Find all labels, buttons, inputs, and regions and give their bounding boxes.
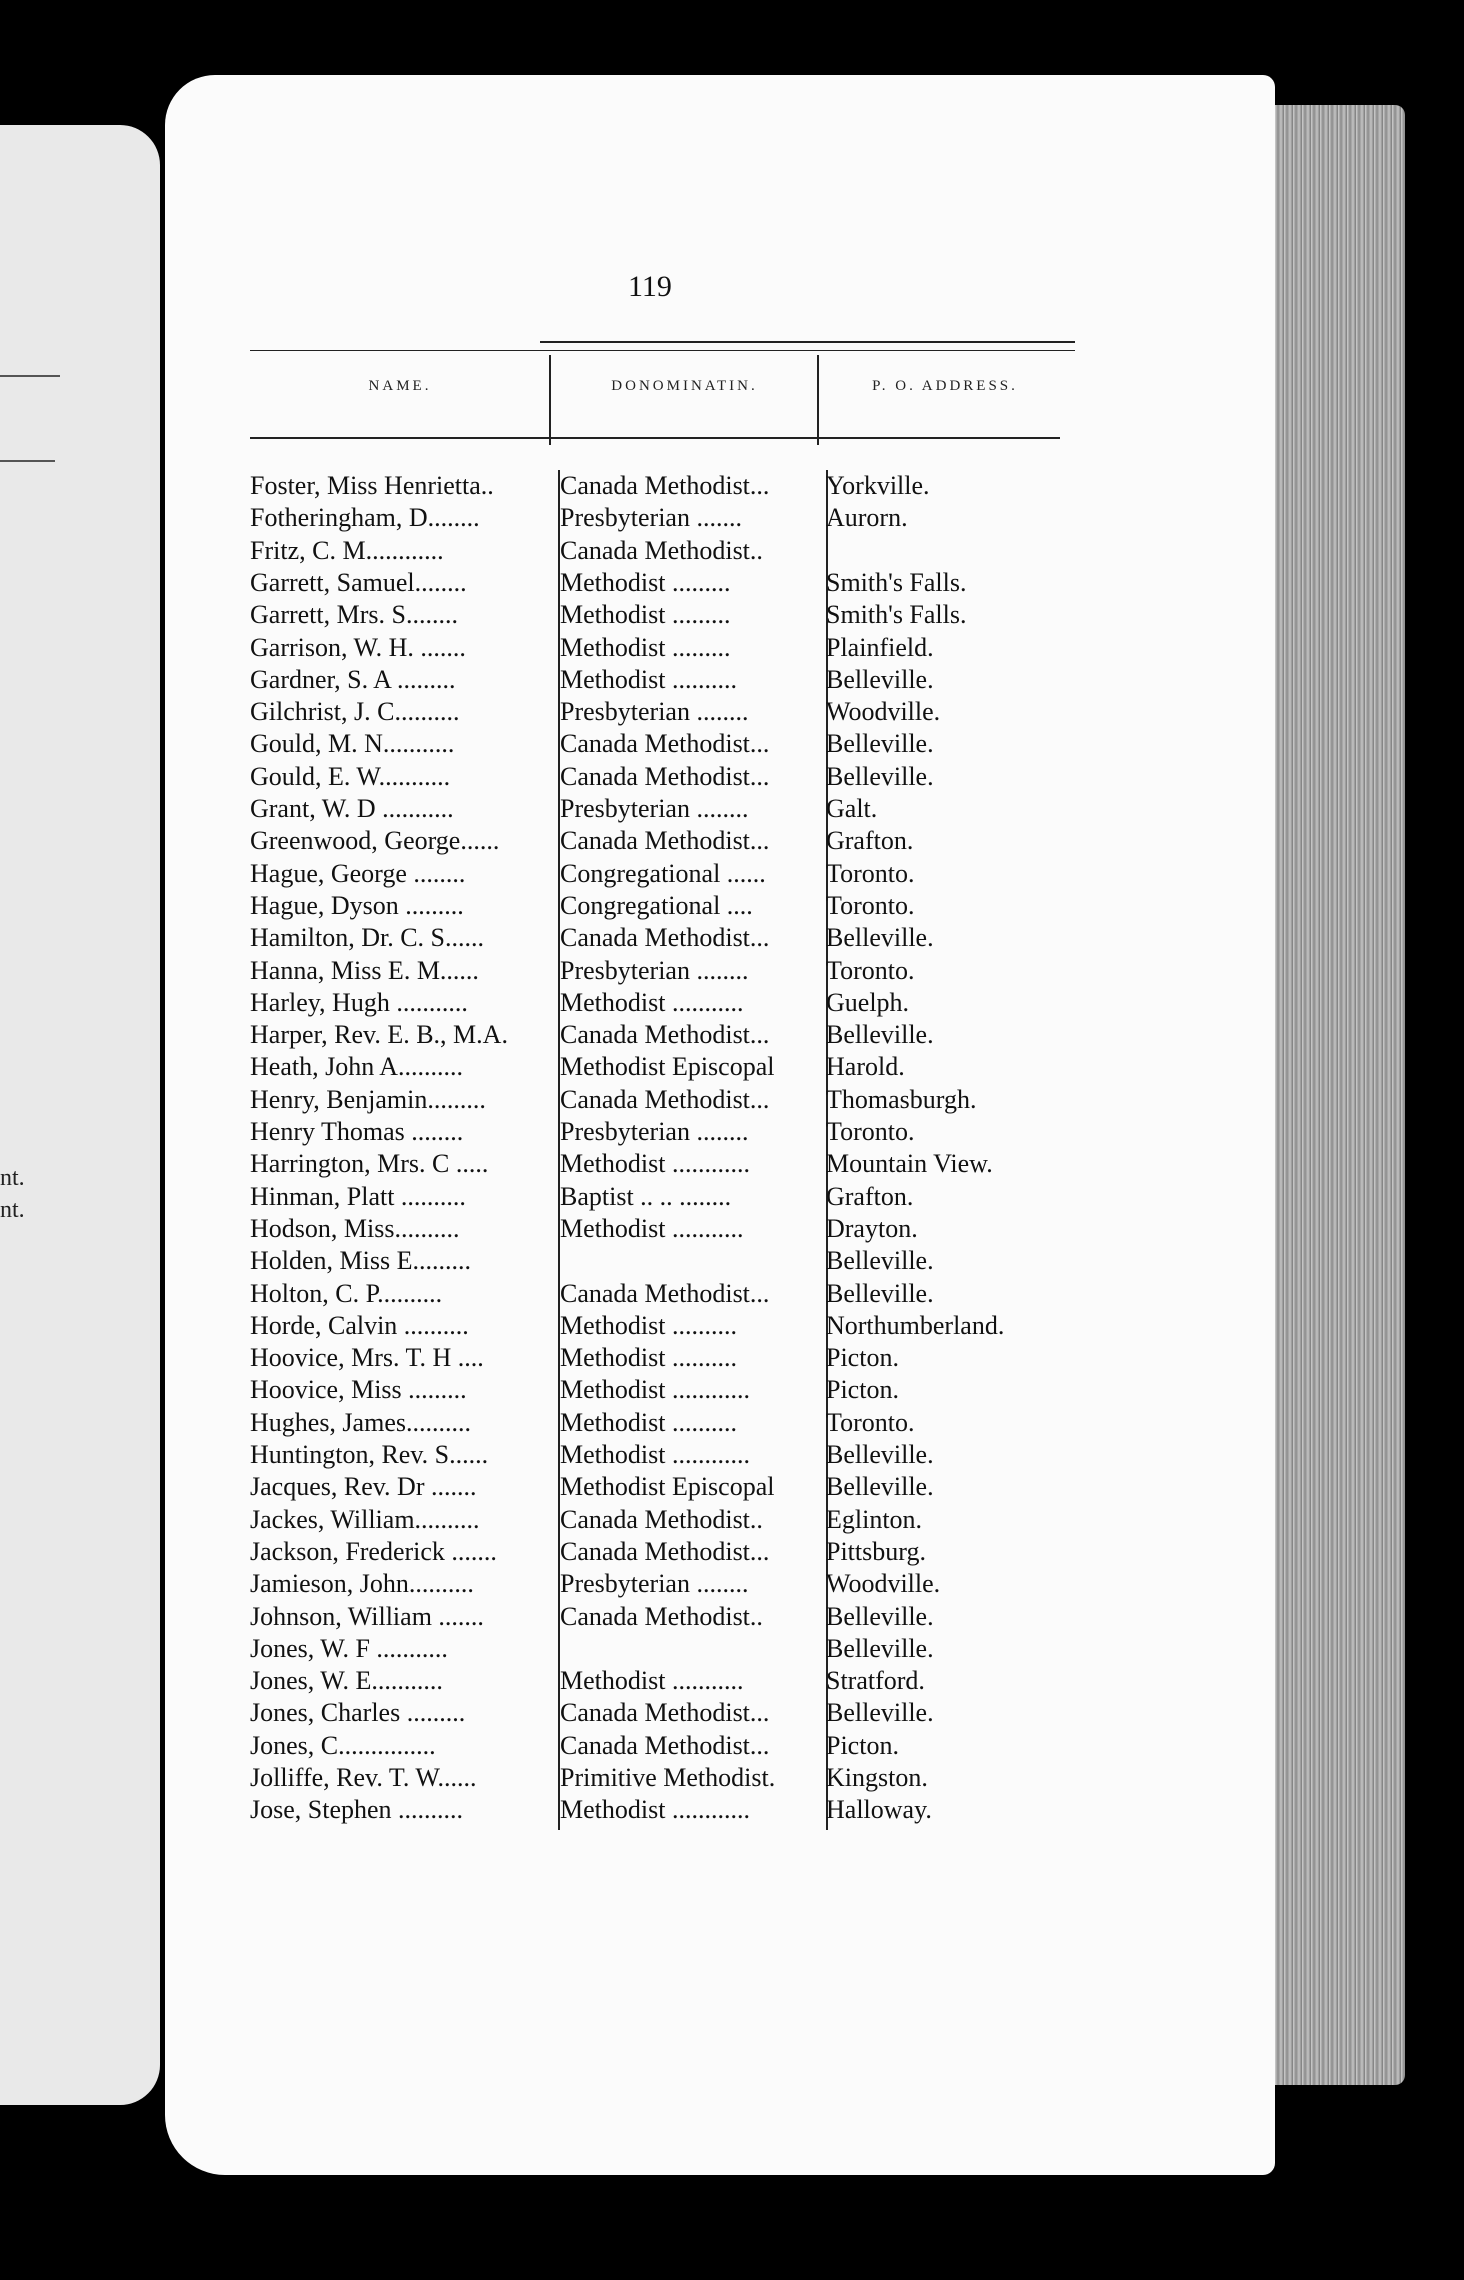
column-divider-header-1 [549, 355, 551, 445]
denomination-cell: Canada Methodist... [560, 826, 770, 856]
denomination-cell: Congregational .... [560, 890, 753, 920]
name-cell: Hinman, Platt .......... [250, 1181, 466, 1211]
denomination-cell: Canada Methodist... [560, 1020, 770, 1050]
table-row [250, 1213, 1130, 1245]
column-header-denomination: DONOMINATIN. [611, 378, 758, 394]
denomination-cell: Canada Methodist.. [560, 535, 763, 565]
table-row [250, 1116, 1130, 1148]
table-row [250, 1794, 1130, 1826]
denomination-cell: Methodist ............ [560, 1795, 750, 1825]
address-cell: Grafton. [826, 826, 914, 856]
address-cell: Picton. [826, 1343, 899, 1373]
name-cell: Jacques, Rev. Dr ....... [250, 1472, 477, 1502]
name-cell: Hodson, Miss.......... [250, 1213, 460, 1243]
denomination-cell: Methodist ........... [560, 1213, 744, 1243]
table-row [250, 664, 1130, 696]
address-cell: Stratford. [826, 1666, 925, 1696]
denomination-cell: Canada Methodist.. [560, 1504, 763, 1534]
address-cell: Belleville. [826, 1698, 934, 1728]
table-row [250, 1407, 1130, 1439]
left-page-rule [0, 375, 60, 377]
table-row [250, 470, 1130, 502]
table-row [250, 1148, 1130, 1180]
table-row [250, 793, 1130, 825]
address-cell: Guelph. [826, 987, 910, 1017]
name-cell: Hanna, Miss E. M...... [250, 955, 479, 985]
column-header-name: NAME. [368, 378, 432, 394]
denomination-cell: Methodist ......... [560, 632, 731, 662]
table-row [250, 987, 1130, 1019]
denomination-cell: Presbyterian ........ [560, 1569, 749, 1599]
denomination-cell: Methodist .......... [560, 1343, 737, 1373]
left-page [0, 125, 160, 2105]
address-cell: Kingston. [826, 1763, 928, 1792]
table-row [250, 535, 1130, 567]
address-cell: Belleville. [826, 1020, 934, 1050]
table-row [250, 1374, 1130, 1406]
address-cell: Harold. [826, 1052, 905, 1082]
denomination-cell: Canada Methodist... [560, 1730, 770, 1760]
denomination-cell: Methodist Episcopal [560, 1472, 775, 1502]
name-cell: Gardner, S. A ......... [250, 664, 456, 694]
name-cell: Henry Thomas ........ [250, 1117, 464, 1146]
table-row [250, 1342, 1130, 1374]
name-cell: Holton, C. P.......... [250, 1278, 443, 1308]
denomination-cell: Methodist ............ [560, 1375, 750, 1405]
table-row [250, 1084, 1130, 1116]
name-cell: Gould, M. N........... [250, 729, 455, 759]
denomination-cell: Canada Methodist... [560, 471, 770, 500]
denomination-cell: Presbyterian ....... [560, 503, 742, 533]
name-cell: Hoovice, Mrs. T. H .... [250, 1343, 484, 1373]
name-cell: Jolliffe, Rev. T. W...... [250, 1763, 477, 1792]
name-cell: Jones, W. E........... [250, 1666, 443, 1696]
name-cell: Garrett, Samuel........ [250, 567, 467, 597]
name-cell: Johnson, William ....... [250, 1601, 484, 1631]
denomination-cell: Methodist ......... [560, 600, 731, 630]
column-divider-header-2 [817, 355, 819, 445]
address-cell: Smith's Falls. [826, 567, 967, 597]
denomination-cell: Canada Methodist... [560, 1698, 770, 1728]
address-cell: Toronto. [826, 955, 915, 985]
address-cell: Belleville. [826, 729, 934, 759]
address-cell: Belleville. [826, 1440, 934, 1469]
table-row [250, 1568, 1130, 1600]
address-cell: Toronto. [826, 1117, 915, 1146]
name-cell: Heath, John A.......... [250, 1052, 464, 1082]
denomination-cell: Presbyterian ........ [560, 955, 749, 985]
name-cell: Hoovice, Miss ......... [250, 1375, 467, 1405]
page-edges [1275, 105, 1405, 2085]
address-cell: Belleville. [826, 923, 934, 953]
denomination-cell: Congregational ...... [560, 858, 766, 888]
address-cell: Thomasburgh. [826, 1084, 977, 1114]
column-header-address: P. O. ADDRESS. [872, 378, 1018, 394]
denomination-cell: Methodist .......... [560, 1310, 737, 1340]
table-row [250, 1665, 1130, 1697]
denomination-cell: Canada Methodist... [560, 1536, 770, 1566]
denomination-cell: Methodist .......... [560, 1407, 737, 1437]
table-row [250, 1245, 1130, 1277]
address-cell: Picton. [826, 1730, 899, 1760]
table-row [250, 761, 1130, 793]
address-cell: Belleville. [826, 1246, 934, 1276]
denomination-cell: Presbyterian ........ [560, 697, 749, 727]
table-row [250, 1762, 1130, 1794]
address-cell: Toronto. [826, 1407, 915, 1437]
header-top-rule [540, 341, 1075, 343]
table-row [250, 1730, 1130, 1762]
table-row [250, 696, 1130, 728]
name-cell: Hamilton, Dr. C. S...... [250, 923, 485, 953]
name-cell: Huntington, Rev. S...... [250, 1440, 489, 1469]
denomination-cell: Methodist ........... [560, 987, 744, 1017]
header-top-rule-2 [250, 350, 1075, 351]
address-cell: Toronto. [826, 858, 915, 888]
name-cell: Grant, W. D ........... [250, 794, 454, 823]
address-cell: Yorkville. [826, 471, 930, 500]
denomination-cell: Primitive Methodist. [560, 1763, 776, 1792]
name-cell: Harper, Rev. E. B., M.A. [250, 1020, 508, 1050]
denomination-cell: Baptist .. .. ........ [560, 1181, 732, 1211]
table-row [250, 1051, 1130, 1083]
name-cell: Jamieson, John.......... [250, 1569, 474, 1599]
table-row [250, 728, 1130, 760]
name-cell: Jones, C............... [250, 1730, 436, 1760]
denomination-cell: Canada Methodist... [560, 1278, 770, 1308]
table-row [250, 502, 1130, 534]
name-cell: Jackson, Frederick ....... [250, 1536, 497, 1566]
table-row [250, 1471, 1130, 1503]
name-cell: Harrington, Mrs. C ..... [250, 1149, 489, 1179]
name-cell: Hague, George ........ [250, 858, 466, 888]
table-row [250, 1310, 1130, 1342]
address-cell: Belleville. [826, 1633, 934, 1663]
table-row [250, 1504, 1130, 1536]
name-cell: Jones, Charles ......... [250, 1698, 466, 1728]
table-row [250, 1697, 1130, 1729]
table-row [250, 858, 1130, 890]
table-row [250, 1019, 1130, 1051]
address-cell: Smith's Falls. [826, 600, 967, 630]
table-row [250, 1181, 1130, 1213]
table-row [250, 1536, 1130, 1568]
name-cell: Henry, Benjamin......... [250, 1084, 486, 1114]
address-cell: Grafton. [826, 1181, 914, 1211]
address-cell: Belleville. [826, 761, 934, 791]
denomination-cell: Methodist .......... [560, 664, 737, 694]
address-cell: Toronto. [826, 890, 915, 920]
name-cell: Gilchrist, J. C.......... [250, 697, 460, 727]
address-cell: Plainfield. [826, 632, 934, 662]
denomination-cell: Canada Methodist... [560, 923, 770, 953]
address-cell: Woodville. [826, 697, 941, 727]
address-cell: Drayton. [826, 1213, 918, 1243]
denomination-cell: Methodist Episcopal [560, 1052, 775, 1082]
name-cell: Gould, E. W........... [250, 761, 451, 791]
name-cell: Hague, Dyson ......... [250, 890, 464, 920]
address-cell: Picton. [826, 1375, 899, 1405]
address-cell: Woodville. [826, 1569, 941, 1599]
table-row [250, 825, 1130, 857]
name-cell: Horde, Calvin .......... [250, 1310, 469, 1340]
address-cell: Pittsburg. [826, 1536, 926, 1566]
name-cell: Fotheringham, D........ [250, 503, 480, 533]
address-cell: Belleville. [826, 664, 934, 694]
table-row [250, 567, 1130, 599]
table-row [250, 955, 1130, 987]
name-cell: Greenwood, George...... [250, 826, 500, 856]
name-cell: Harley, Hugh ........... [250, 987, 468, 1017]
denomination-cell: Canada Methodist.. [560, 1601, 763, 1631]
name-cell: Garrett, Mrs. S........ [250, 600, 458, 630]
denomination-cell: Methodist ......... [560, 567, 731, 597]
denomination-cell: Methodist ............ [560, 1440, 750, 1469]
address-cell: Halloway. [826, 1795, 932, 1825]
name-cell: Jones, W. F ........... [250, 1633, 448, 1663]
table-row [250, 1601, 1130, 1633]
address-cell: Belleville. [826, 1472, 934, 1502]
address-cell: Aurorn. [826, 503, 908, 533]
header-bottom-rule [250, 437, 1060, 439]
denomination-cell: Presbyterian ........ [560, 794, 749, 823]
table-row [250, 922, 1130, 954]
denomination-cell: Methodist ............ [560, 1149, 750, 1179]
table-row [250, 890, 1130, 922]
table-row [250, 1633, 1130, 1665]
address-cell: Belleville. [826, 1601, 934, 1631]
table-row [250, 1278, 1130, 1310]
denomination-cell: Canada Methodist... [560, 1084, 770, 1114]
address-cell: Mountain View. [826, 1149, 993, 1179]
name-cell: Jose, Stephen .......... [250, 1795, 464, 1825]
left-page-rule [0, 460, 55, 462]
address-cell: Belleville. [826, 1278, 934, 1308]
table-row [250, 599, 1130, 631]
address-cell: Eglinton. [826, 1504, 923, 1534]
denomination-cell: Presbyterian ........ [560, 1117, 749, 1146]
name-cell: Foster, Miss Henrietta.. [250, 471, 494, 500]
left-page-fragment: nt. [0, 1165, 25, 1191]
name-cell: Hughes, James.......... [250, 1407, 471, 1437]
left-page-fragment: nt. [0, 1197, 25, 1223]
denomination-cell: Canada Methodist... [560, 729, 770, 759]
table-row [250, 632, 1130, 664]
name-cell: Fritz, C. M............ [250, 535, 444, 565]
table-row [250, 1439, 1130, 1471]
denomination-cell: Canada Methodist... [560, 761, 770, 791]
address-cell: Northumberland. [826, 1310, 1005, 1340]
name-cell: Jackes, William.......... [250, 1504, 480, 1534]
page-number: 119 [628, 270, 672, 303]
name-cell: Holden, Miss E......... [250, 1246, 471, 1276]
name-cell: Garrison, W. H. ....... [250, 632, 466, 662]
denomination-cell: Methodist ........... [560, 1666, 744, 1696]
address-cell: Galt. [826, 794, 878, 823]
